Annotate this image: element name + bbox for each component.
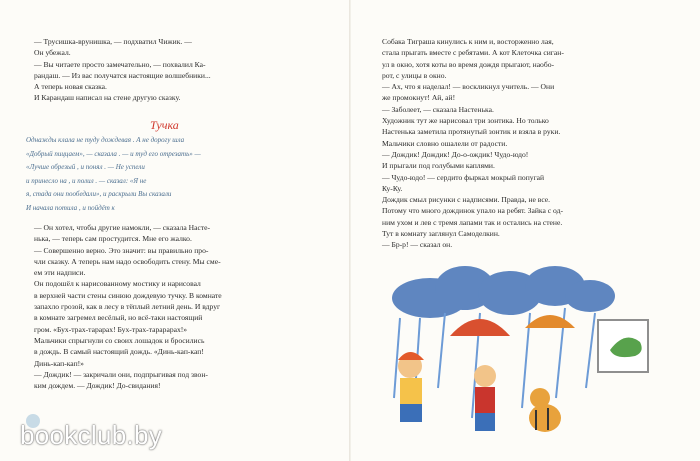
paragraph: Он убежал. <box>34 48 71 58</box>
paragraph: в верхней части стены синюю дождевую тучку. В комнате <box>34 290 222 300</box>
story-title: Тучка <box>150 118 179 132</box>
paragraph: рот, с улицы в окно. <box>382 70 447 80</box>
right-page-text <box>372 36 672 251</box>
paragraph: Собака Тиграша кинулись к ним и, восторженно лая, <box>382 37 554 46</box>
story-line: Однажды клала не туду дождевая . А не дорогу шла <box>26 136 185 144</box>
paragraph: Настенька заметила протянутый зонтик и взяла в руки. <box>382 127 561 137</box>
paragraph: Дождик смыл рисунки с надписями. Правда, не все. <box>382 195 551 205</box>
orange-umbrella-icon <box>525 315 575 328</box>
paragraph: — Дождик! Дождик! До-о-ождик! Чудо-юдо! <box>382 149 529 159</box>
paragraph: — Ах, что я наделал! — воскликнул учитель. — Они <box>382 82 555 92</box>
paragraph: ул в окно, хотя коты во время дождя прыгают, наобо- <box>382 59 555 69</box>
paragraph: стала прыгать вместе с ребятами. А кот Клеточка сиган- <box>382 48 564 58</box>
paragraph: в дождь. В самый настоящий дождь. «Динь-кап-кап! <box>34 347 204 357</box>
paragraph: — Совершенно верно. Это значит: вы правильно про- <box>34 245 209 255</box>
paragraph: — Вы читаете просто замечательно, — похвалил Ка- <box>34 59 206 69</box>
paragraph: — Дождик! — закричали они, подпрыгивая под звон- <box>34 369 208 379</box>
paragraph: — Заболеет, — сказала Настенька. <box>382 104 494 114</box>
paragraph: — Он хотел, чтобы другие намокли, — сказала Насте- <box>34 223 211 232</box>
paragraph: Мальчики спрыгнули со своих лошадок и бросились <box>34 335 205 345</box>
paragraph: ким дождем. — Дождик! До-свидания! <box>34 381 161 391</box>
red-umbrella-icon <box>450 319 510 336</box>
paragraph: нька, — теперь сам простудится. Мне его жалко. <box>34 234 192 244</box>
paragraph: рандаш. — Из вас получатся настоящие волшебники... <box>34 70 211 80</box>
rain-cloud-icon <box>392 266 615 318</box>
paragraph: запахло грозой, как в лесу в тёплый летний день. И вдруг <box>34 302 221 312</box>
paragraph: И прыгали под голубыми каплями. <box>382 161 495 171</box>
story-rebus-text <box>26 134 326 215</box>
boy-yellow <box>398 352 424 422</box>
watermark: bookclub.by <box>20 420 163 450</box>
paragraph: Мальчики словно ошалели от радости. <box>382 138 508 148</box>
paragraph: А теперь новая сказка. <box>34 82 107 92</box>
paragraph: — Чудо-юдо! — сердито фыркал мокрый попугай <box>382 172 545 182</box>
paragraph: — Бр-р! — сказал он. <box>382 240 453 250</box>
left-page-bottom-text <box>24 222 324 391</box>
paragraph: — Трусишка-врунишка, — подхватил Чижик. — <box>34 37 192 46</box>
boy-red <box>474 365 496 431</box>
paragraph: Динь-кап-кап!» <box>34 358 84 368</box>
paragraph: Он подошёл к нарисованному мостику и нарисовал <box>34 279 201 289</box>
paragraph: Ку-Ку. <box>382 183 403 193</box>
story-line: я, стада они пообедали», и раскрыли Вы сказали <box>26 190 172 198</box>
paragraph: в комнате загремел весёлый, но всё-таки настоящий <box>34 313 203 323</box>
paragraph: чли сказку. А теперь нам надо освободить стену. Мы сме- <box>34 256 221 266</box>
story-line: «Добрый пиццаем», — сказала . — и туд его отрезать» — <box>26 149 201 158</box>
book-gutter <box>349 0 351 461</box>
paragraph: ем эти надписи. <box>34 268 86 278</box>
story-line: «Лучше обрезый , и понял . — Не успели <box>26 163 145 171</box>
paragraph: И Карандаш написал на стене другую сказку. <box>34 93 181 103</box>
paragraph: Потому что много дождинок упало на ребят. Зайка с од- <box>382 206 563 216</box>
story-line: И начала потила , и пойдёт к <box>26 203 115 212</box>
paragraph: Тут в комнату заглянул Самоделкин. <box>382 229 500 239</box>
paragraph: же промокнут! Ай, ай! <box>382 93 456 103</box>
story-line: и принесло на , и полил . — сказал: «Я не <box>26 176 147 185</box>
left-page-top-text <box>24 36 324 104</box>
paragraph: гром. «Бух-трах-тарарах! Бух-трах-тарарарах!» <box>34 324 188 334</box>
paragraph: ним ухом и лев с тремя лапами так и остались на стене. <box>382 217 563 227</box>
paragraph: Художник тут же нарисовал три зонтика. Но только <box>382 116 549 126</box>
rain-umbrella-illustration <box>390 258 690 458</box>
